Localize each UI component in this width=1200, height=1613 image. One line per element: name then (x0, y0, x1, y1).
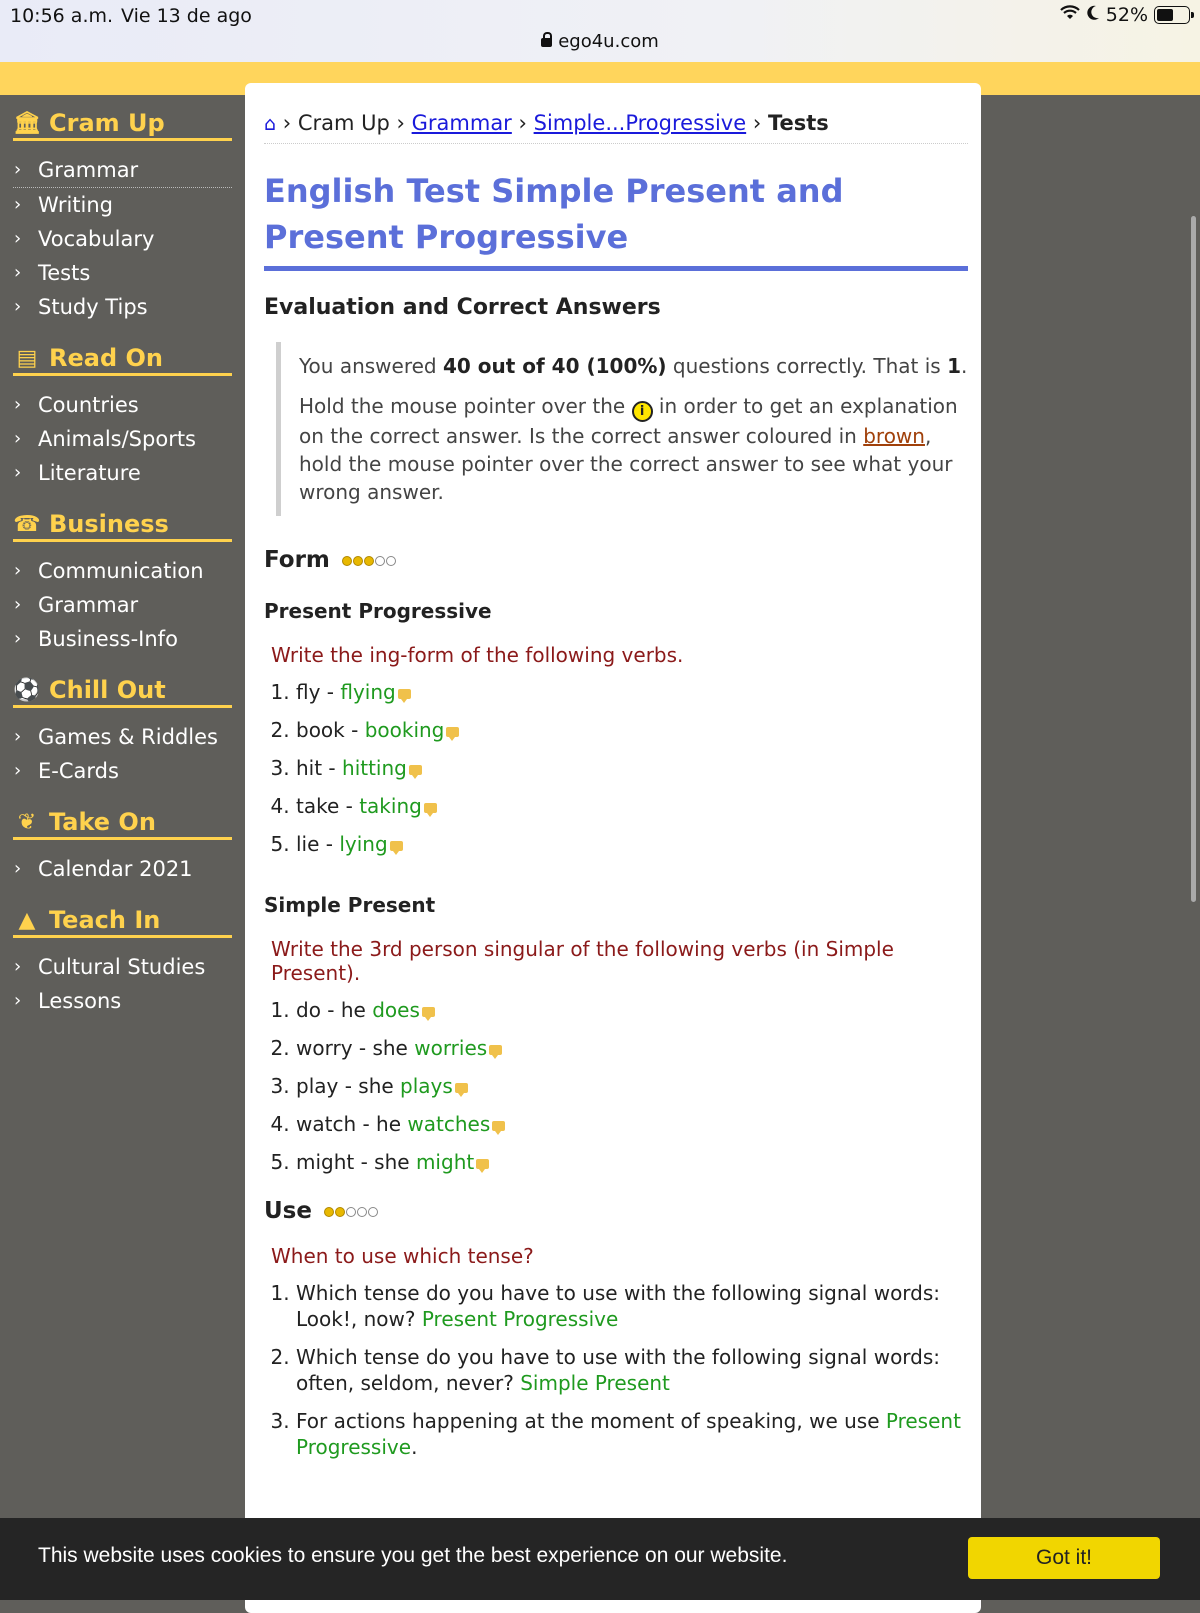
breadcrumb-current: Tests (767, 111, 829, 135)
sidebar-nav (0, 95, 240, 1024)
sidebar-section-teach-in (13, 892, 232, 1018)
list-item (296, 1035, 968, 1061)
comment-bubble-icon[interactable] (446, 727, 459, 737)
correct-answer[interactable]: worries (414, 1036, 488, 1060)
list-item (296, 1280, 968, 1332)
sidebar-item-grammar[interactable] (13, 588, 232, 622)
graduation-cap-icon: ▲ (18, 907, 36, 933)
comment-bubble-icon[interactable] (489, 1045, 502, 1055)
question-text: hit - (296, 756, 343, 780)
sidebar-item-calendar-2021[interactable] (13, 852, 232, 886)
question-text: fly - (296, 680, 341, 704)
sidebar-item-label: Cultural Studies (38, 955, 206, 979)
cookie-banner (0, 1518, 1200, 1600)
score-value: 40 out of 40 (100%) (442, 354, 667, 378)
sidebar-item-label: Writing (38, 193, 113, 217)
book-icon: ▤ (16, 345, 38, 371)
evaluation-notice (276, 342, 968, 516)
sidebar-item-tests[interactable] (13, 256, 232, 290)
chevron-right-icon: › (14, 760, 22, 781)
chevron-right-icon: › (14, 858, 22, 879)
list-item (296, 831, 968, 857)
correct-answer[interactable]: Simple Present (520, 1371, 670, 1395)
chevron-right-icon: › (14, 462, 22, 483)
question-text: watch - he (296, 1112, 408, 1136)
correct-answer[interactable]: Present Progressive (421, 1307, 619, 1331)
sidebar-section-chill-out (13, 662, 232, 788)
correct-answer[interactable]: does (372, 998, 420, 1022)
chevron-right-icon: › (14, 159, 22, 180)
sidebar-item-label: Games & Riddles (38, 725, 218, 749)
sidebar-section-cram-up (13, 95, 232, 324)
chevron-right-icon: › (14, 990, 22, 1011)
question-text: worry - she (296, 1036, 415, 1060)
cookie-accept-button[interactable]: Got it! (968, 1537, 1160, 1579)
correct-answer[interactable]: plays (400, 1074, 453, 1098)
breadcrumb-simple-progressive-link[interactable]: Simple...Progressive (533, 111, 747, 135)
address-bar[interactable] (0, 31, 1200, 52)
sidebar-item-communication[interactable] (13, 554, 232, 588)
status-date: Vie 13 de ago (121, 5, 252, 27)
sidebar-item-animals-sports[interactable] (13, 422, 232, 456)
sidebar-item-label: Grammar (38, 593, 139, 617)
chevron-right-icon: › (14, 428, 22, 449)
sidebar-heading[interactable] (13, 892, 232, 938)
question-text: Which tense do you have to use with the following signal words: Look!, now? (296, 1281, 941, 1331)
sidebar-heading-label: Cram Up (49, 109, 165, 137)
use-instruction: When to use which tense? (271, 1244, 534, 1268)
chevron-right-icon: › (14, 262, 22, 283)
leaf-icon: ❦ (17, 809, 37, 835)
breadcrumb-cram-up: Cram Up (297, 111, 390, 135)
grade-value: 1 (947, 354, 961, 378)
sidebar-heading[interactable] (13, 95, 232, 141)
correct-answer[interactable]: watches (407, 1112, 491, 1136)
list-item (296, 717, 968, 743)
correct-answer[interactable]: hitting (342, 756, 407, 780)
correct-answer[interactable]: lying (339, 832, 388, 856)
comment-bubble-icon[interactable] (424, 803, 437, 813)
evaluation-heading: Evaluation and Correct Answers (264, 295, 661, 320)
battery-percent: 52% (1105, 4, 1148, 26)
sidebar-heading-label: Teach In (49, 906, 161, 934)
pp-answer-list (264, 679, 968, 857)
status-time: 10:56 a.m. (10, 5, 114, 27)
chevron-right-icon: › (14, 956, 22, 977)
sp-instruction: Write the 3rd person singular of the following verbs (in Simple Present). (271, 937, 894, 985)
sidebar-item-label: Literature (38, 461, 141, 485)
breadcrumb-separator: › (396, 111, 405, 135)
sidebar-item-study-tips[interactable] (13, 290, 232, 324)
sidebar-item-label: Lessons (38, 989, 122, 1013)
comment-bubble-icon[interactable] (492, 1121, 505, 1131)
cookie-text: This website uses cookies to ensure you get the best experience on our website. (38, 1544, 788, 1567)
list-item (296, 755, 968, 781)
sidebar-heading[interactable] (13, 330, 232, 376)
ios-status-bar (0, 0, 1200, 62)
sidebar-item-label: Study Tips (38, 295, 148, 319)
sidebar-item-grammar[interactable] (13, 153, 232, 188)
chevron-right-icon: › (14, 194, 22, 215)
question-text: book - (296, 718, 365, 742)
sidebar-item-label: Business-Info (38, 627, 178, 651)
sidebar-item-label: Countries (38, 393, 139, 417)
sidebar-item-lessons[interactable] (13, 984, 232, 1018)
sidebar-item-writing[interactable] (13, 188, 232, 222)
correct-answer[interactable]: Present Progressive (296, 1409, 961, 1459)
question-text: lie - (296, 832, 340, 856)
chevron-right-icon: › (14, 394, 22, 415)
simple-present-heading: Simple Present (264, 893, 436, 917)
chevron-right-icon: › (14, 296, 22, 317)
breadcrumb (264, 83, 968, 144)
sidebar-item-vocabulary[interactable] (13, 222, 232, 256)
scrollbar-thumb[interactable] (1191, 216, 1196, 902)
sidebar-heading-label: Take On (49, 808, 156, 836)
form-section-title: Form (264, 546, 968, 573)
page-title: English Test Simple Present and Present Progressive (264, 168, 968, 271)
phone-icon: ☎ (13, 511, 41, 537)
question-text: do - he (296, 998, 373, 1022)
wifi-icon (1060, 4, 1080, 26)
sidebar-item-games-riddles[interactable] (13, 720, 232, 754)
soccer-ball-icon: ⚽ (13, 677, 41, 703)
list-item (296, 679, 968, 705)
correct-answer[interactable]: flying (340, 680, 396, 704)
use-section-title: Use (264, 1197, 968, 1224)
chevron-right-icon: › (14, 560, 22, 581)
explanation-hint: Hold the mouse pointer over the i in order to get an explanation on the correct answer. Is the correct answer coloured in brown, hold the mouse pointer over the correct answer to see what your wrong answer. (299, 394, 958, 504)
status-indicators (1060, 4, 1190, 26)
sidebar-section-business (13, 496, 232, 656)
use-answer-list (264, 1280, 968, 1460)
difficulty-rating (324, 1197, 379, 1223)
breadcrumb-grammar-link[interactable]: Grammar (411, 111, 512, 135)
sidebar-item-countries[interactable] (13, 388, 232, 422)
question-text: Which tense do you have to use with the following signal words: often, seldom, never? (296, 1345, 941, 1395)
bank-icon: 🏛 (13, 110, 41, 136)
info-icon: i (632, 401, 653, 422)
sidebar-heading[interactable] (13, 794, 232, 840)
sidebar-item-label: Vocabulary (38, 227, 155, 251)
question-text: take - (296, 794, 360, 818)
sidebar-heading-label: Business (49, 510, 169, 538)
score-text: You answered 40 out of 40 (100%) questions correctly. That is 1. (299, 354, 968, 378)
sidebar-item-label: Communication (38, 559, 204, 583)
present-progressive-heading: Present Progressive (264, 599, 492, 623)
list-item (296, 1408, 968, 1460)
lock-icon (541, 38, 552, 47)
comment-bubble-icon[interactable] (422, 1007, 435, 1017)
battery-icon (1154, 6, 1190, 24)
sidebar-item-cultural-studies[interactable] (13, 950, 232, 984)
sidebar-item-label: Calendar 2021 (38, 857, 193, 881)
breadcrumb-separator: › (518, 111, 527, 135)
home-icon[interactable]: ⌂ (264, 113, 277, 135)
question-text: For actions happening at the moment of speaking, we use (296, 1409, 886, 1433)
sidebar-item-label: Tests (38, 261, 91, 285)
sp-answer-list (264, 997, 968, 1175)
list-item (296, 1344, 968, 1396)
difficulty-rating (342, 546, 397, 572)
sidebar-heading[interactable] (13, 496, 232, 542)
chevron-right-icon: › (14, 726, 22, 747)
sidebar-heading[interactable] (13, 662, 232, 708)
chevron-right-icon: › (14, 628, 22, 649)
moon-icon (1086, 4, 1100, 26)
correct-answer[interactable]: might (415, 1150, 475, 1174)
main-content (245, 83, 981, 1613)
correct-answer[interactable]: taking (359, 794, 422, 818)
list-item (296, 1111, 968, 1137)
sidebar-item-label: Animals/Sports (38, 427, 197, 451)
sidebar-section-take-on (13, 794, 232, 886)
breadcrumb-separator: › (282, 111, 292, 135)
sidebar-section-read-on (13, 330, 232, 490)
sidebar-heading-label: Chill Out (49, 676, 166, 704)
sidebar-item-label: Grammar (38, 158, 139, 182)
question-text: might - she (296, 1150, 416, 1174)
sidebar-item-e-cards[interactable] (13, 754, 232, 788)
sentence-end: . (411, 1435, 418, 1459)
sidebar-heading-label: Read On (49, 344, 163, 372)
comment-bubble-icon[interactable] (398, 689, 411, 699)
comment-bubble-icon[interactable] (409, 765, 422, 775)
url-text: ego4u.com (558, 31, 659, 52)
sidebar-item-business-info[interactable] (13, 622, 232, 656)
question-text: play - she (296, 1074, 401, 1098)
list-item (296, 1149, 968, 1175)
comment-bubble-icon[interactable] (390, 841, 403, 851)
comment-bubble-icon[interactable] (455, 1083, 468, 1093)
sidebar-item-label: E-Cards (38, 759, 119, 783)
list-item (296, 793, 968, 819)
sidebar-item-literature[interactable] (13, 456, 232, 490)
breadcrumb-separator: › (752, 111, 762, 135)
comment-bubble-icon[interactable] (476, 1159, 489, 1169)
correct-answer[interactable]: booking (364, 718, 445, 742)
brown-link[interactable]: brown (863, 424, 925, 448)
chevron-right-icon: › (14, 594, 22, 615)
chevron-right-icon: › (14, 228, 22, 249)
list-item (296, 997, 968, 1023)
pp-instruction: Write the ing-form of the following verbs. (271, 643, 684, 667)
list-item (296, 1073, 968, 1099)
